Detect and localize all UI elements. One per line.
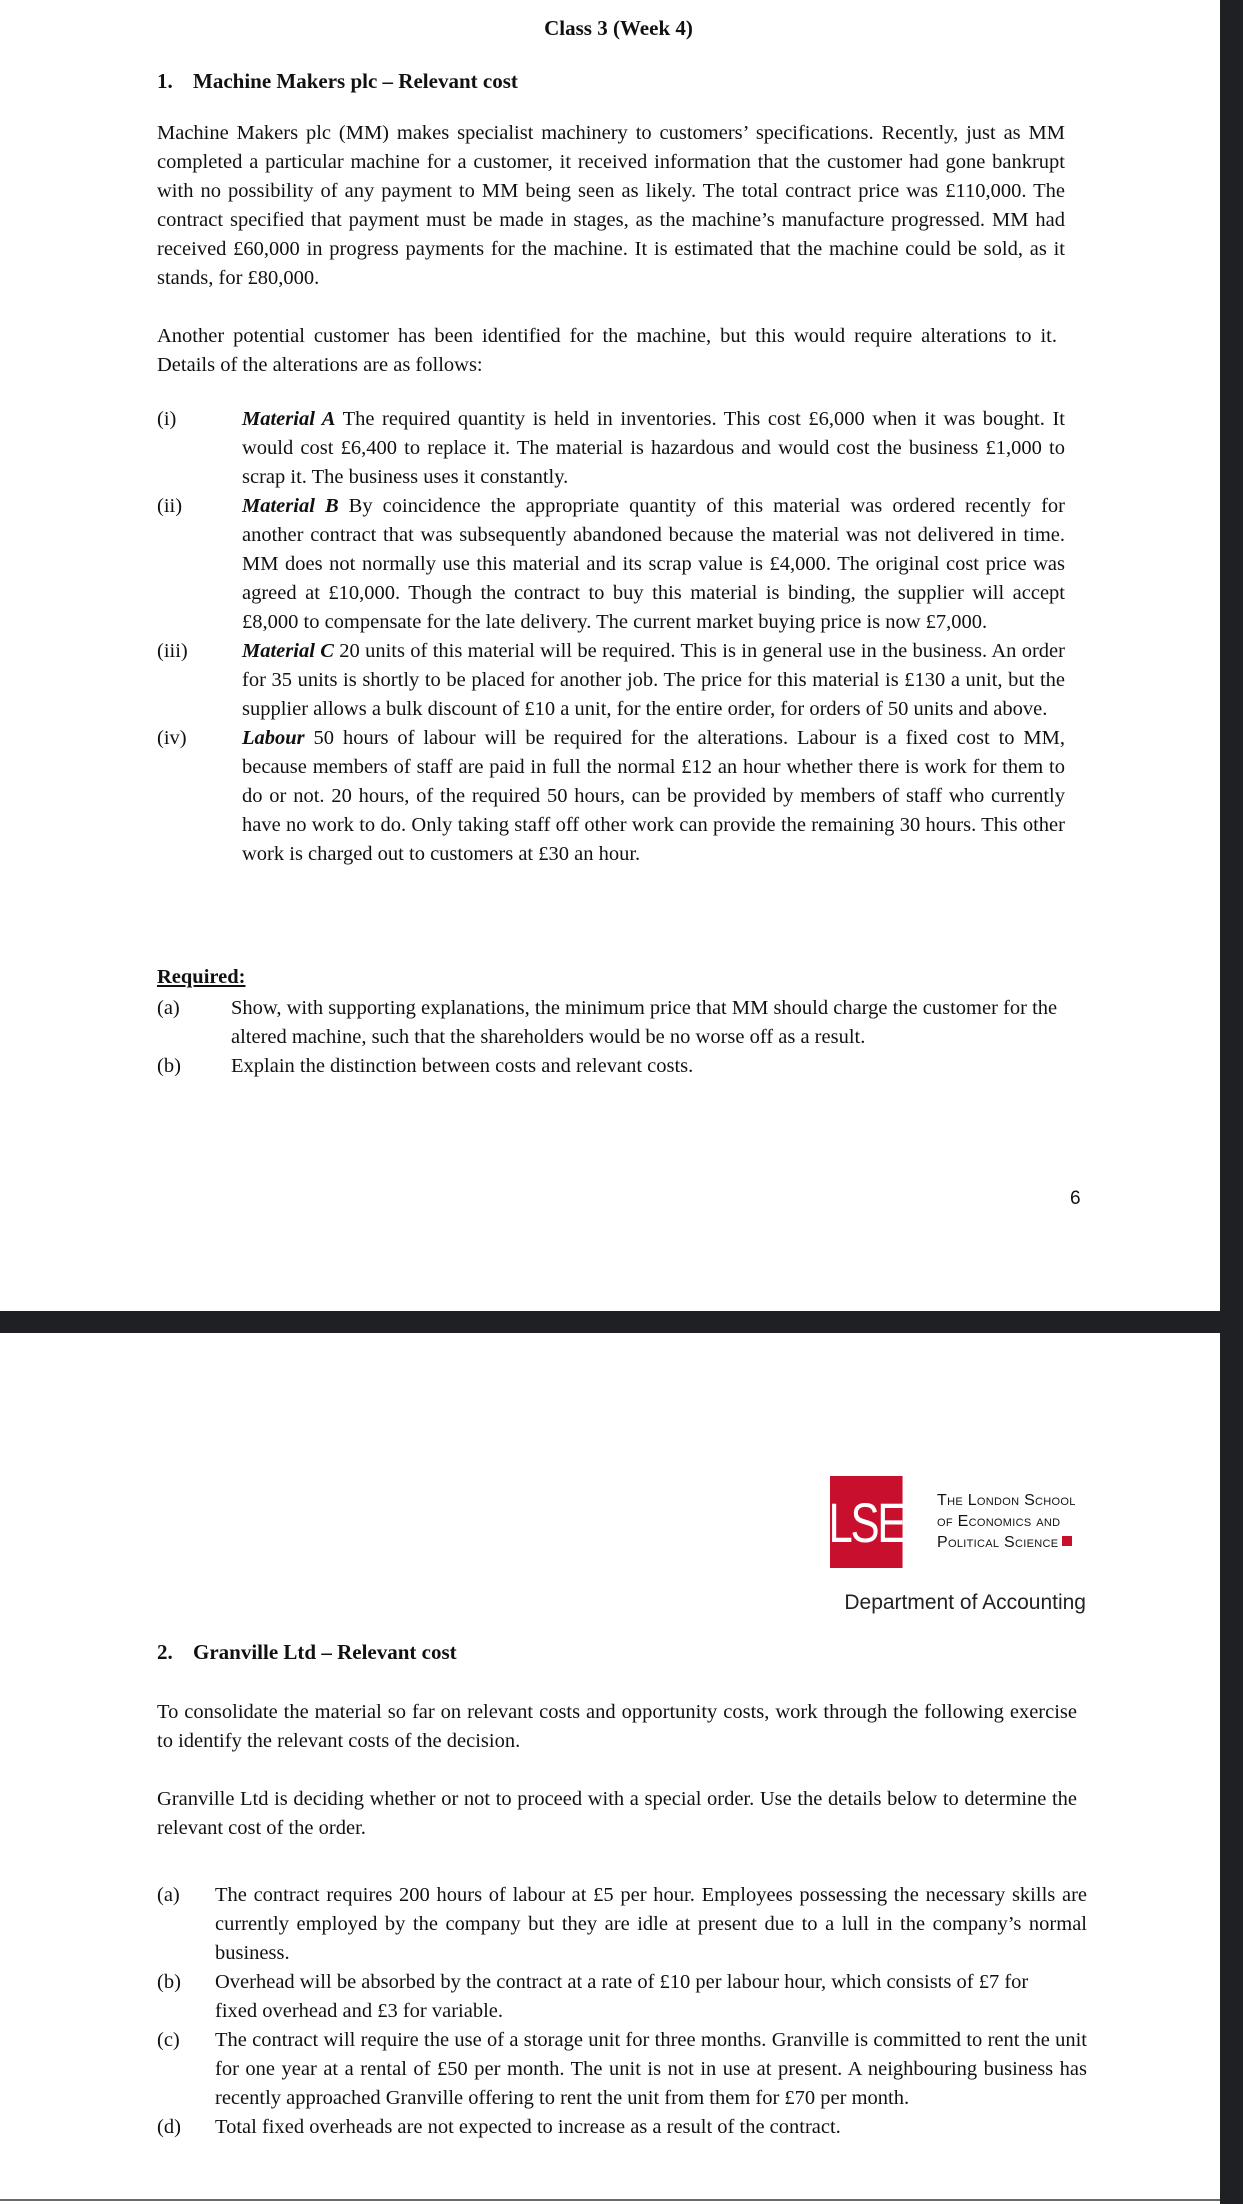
item-term: Material B	[242, 495, 339, 517]
list-item	[157, 2113, 1087, 2142]
list-item	[157, 1968, 1087, 2026]
department-name: Department of Accounting	[844, 1591, 1086, 1614]
list-item	[157, 1881, 1087, 1968]
question-1-heading	[157, 69, 518, 94]
item-label: (a)	[157, 997, 180, 1019]
item-label: (a)	[157, 1884, 180, 1906]
lse-logo: LSE	[830, 1476, 903, 1568]
item-text	[242, 492, 1065, 637]
list-item	[157, 1052, 1065, 1081]
logo-line-1: The London School	[937, 1492, 1076, 1509]
item-label: (c)	[157, 2029, 180, 2051]
item-term: Material C	[242, 640, 334, 662]
question-2-number: 2.	[157, 1640, 173, 1664]
item-label: (iv)	[157, 727, 187, 749]
question-2-title: Granville Ltd – Relevant cost	[193, 1640, 457, 1664]
alterations-list	[157, 405, 1065, 869]
logo-square-icon	[1062, 1536, 1072, 1546]
item-body: 50 hours of labour will be required for the alterations. Labour is a fixed cost to MM, because members of staff are paid in full the normal £12 an hour whether there is work for them to do or not. 20 hours, of the required 50 hours, can be provided by members of staff who currently have no work to do. Only taking staff off other work can provide the remaining 30 hours. This other work is charged out to customers at £30 an hour.	[242, 727, 1065, 865]
q2-paragraph-1: To consolidate the material so far on relevant costs and opportunity costs, work through the following exercise to identify the relevant costs of the decision.	[157, 1701, 1077, 1752]
item-label: (iii)	[157, 640, 188, 662]
item-text: The contract requires 200 hours of labour at £5 per hour. Employees possessing the necessary skills are currently employed by the company but they are idle at present due to a lull in the company’s normal business.	[215, 1884, 1087, 1964]
list-item	[157, 405, 1065, 492]
bottom-border	[0, 2199, 1220, 2201]
item-label: (d)	[157, 2116, 181, 2138]
item-text: Explain the distinction between costs and relevant costs.	[231, 1055, 694, 1077]
list-item	[157, 2026, 1087, 2113]
item-text: Show, with supporting explanations, the minimum price that MM should charge the customer for the altered machine, such that the shareholders would be no worse off as a result.	[231, 997, 1058, 1048]
item-text: The contract will require the use of a storage unit for three months. Granville is committed to rent the unit for one year at a rental of £50 per month. The unit is not in use at present. A neighbouring business has recently approached Granville offering to rent the unit from them for £70 per month.	[215, 2029, 1087, 2109]
item-label: (ii)	[157, 495, 183, 517]
question-2-heading	[157, 1640, 457, 1665]
q1-paragraph-1: Machine Makers plc (MM) makes specialist machinery to customers’ specifications. Recently, just as MM completed a particular machine for a customer, it received information that the customer had gone bankrupt with no possibility of any payment to MM being seen as likely. The total contract price was £110,000. The contract specified that payment must be made in stages, as the machine’s manufacture progressed. MM had received £60,000 in progress payments for the machine. It is estimated that the machine could be sold, as it stands, for £80,000.	[157, 122, 1065, 289]
question-1-title: Machine Makers plc – Relevant cost	[193, 69, 518, 93]
page-number: 6	[1070, 1188, 1081, 1209]
granville-details-list	[157, 1881, 1087, 2142]
logo-line-3: Political Science	[937, 1534, 1059, 1551]
item-body: By coincidence the appropriate quantity of this material was ordered recently for another contract that was subsequently abandoned because the material was not delivered in time. MM does not normally use this material and its scrap value is £4,000. The original cost price was agreed at £10,000. Though the contract to buy this material is binding, the supplier will accept £8,000 to compensate for the late delivery. The current market buying price is now £7,000.	[242, 495, 1065, 633]
q1-paragraph-2: Another potential customer has been identified for the machine, but this would require alterations to it. Details of the alterations are as follows:	[157, 325, 1057, 376]
question-1-number: 1.	[157, 69, 173, 93]
page-divider	[0, 1311, 1220, 1333]
item-text: Overhead will be absorbed by the contract at a rate of £10 per labour hour, which consists of £7 for fixed overhead and £3 for variable.	[215, 1971, 1029, 2022]
list-item	[157, 637, 1065, 724]
lse-wordmark	[937, 1490, 1076, 1553]
item-text: Total fixed overheads are not expected to increase as a result of the contract.	[215, 2116, 841, 2138]
q2-paragraph-2: Granville Ltd is deciding whether or not to proceed with a special order. Use the details below to determine the relevant cost of the order.	[157, 1788, 1077, 1839]
page-title: Class 3 (Week 4)	[544, 16, 693, 40]
item-term: Labour	[242, 727, 305, 749]
list-item	[157, 994, 1065, 1052]
list-item	[157, 724, 1065, 869]
logo-line-2: of Economics and	[937, 1513, 1061, 1530]
required-label: Required:	[157, 966, 246, 988]
item-body: 20 units of this material will be required. This is in general use in the business. An order for 35 units is shortly to be placed for another job. The price for this material is £130 a unit, but the supplier allows a bulk discount of £10 a unit, for the entire order, for orders of 50 units and above.	[242, 640, 1065, 720]
item-label: (i)	[157, 408, 177, 430]
item-term: Material A	[242, 408, 336, 430]
item-text	[242, 405, 1065, 492]
right-scroll-edge	[1220, 0, 1243, 2204]
item-body: The required quantity is held in inventories. This cost £6,000 when it was bought. It would cost £6,400 to replace it. The material is hazardous and would cost the business £1,000 to scrap it. The business uses it constantly.	[242, 408, 1065, 488]
item-text	[242, 724, 1065, 869]
list-item	[157, 492, 1065, 637]
item-text	[242, 637, 1065, 724]
item-label: (b)	[157, 1055, 181, 1077]
item-label: (b)	[157, 1971, 181, 1993]
required-questions	[157, 994, 1065, 1081]
